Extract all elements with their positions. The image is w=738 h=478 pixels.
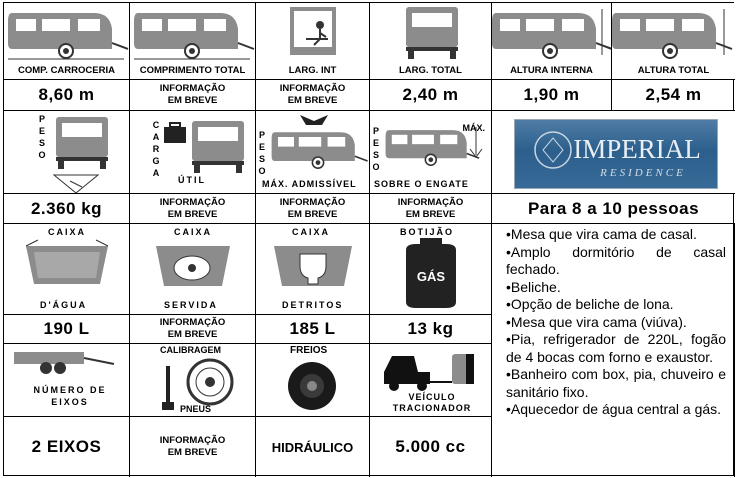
peso-engate-label: PESO [372,126,382,172]
veiculo-value: 5.000 cc [370,417,492,477]
botijao-cell [370,224,492,315]
feature-item: •Mesa que vira cama de casal. [506,226,697,242]
peso-max-cell [256,111,370,194]
feature-item: •Banheiro com box, pia, chuveiro e sanitário fixo. [506,366,726,400]
capacity-value: Para 8 a 10 pessoas [492,194,735,224]
tow-vehicle-icon [370,344,492,396]
brand-sub: RESIDENCE [600,167,686,179]
comprimento-total-cell [130,3,256,80]
freios-cell [256,344,370,417]
trailer-icon [612,3,735,65]
brake-icon [256,344,370,417]
scale-icon [4,111,130,194]
altura-interna-value: 1,90 m [492,80,612,111]
peso-engate-cell [370,111,492,194]
caixa-agua-cell [4,224,130,315]
calibragem-cell [130,344,256,417]
caixa-label: CAIXA [48,227,87,237]
altura-interna-label: ALTURA INTERNA [510,65,593,76]
freios-label: FREIOS [290,345,328,356]
feature-item: •Amplo dormitório de casal fechado. [506,243,726,277]
eixos-cell [4,344,130,417]
servida-label: SERVIDA [164,300,218,310]
feature-item: •Beliche. [506,278,561,295]
caixa-servida-value: INFORMAÇÃO EM BREVE [130,315,256,344]
altura-total-value: 2,54 m [612,80,735,111]
detritos-label: DETRITOS [282,300,344,310]
peso-value: 2.360 kg [4,194,130,224]
larg-int-cell [256,3,370,80]
gas-label: GÁS [416,269,446,284]
trailer-icon [4,3,130,65]
larg-total-label: LARG. TOTAL [399,65,462,76]
larg-int-label: LARG. INT [288,65,337,76]
peso-label: PESO [38,114,48,160]
trailer-icon [492,3,612,65]
carga-label: CARGA [152,120,162,178]
feature-item: •Mesa que vira cama (viúva). [506,313,687,330]
caixa-detritos-cell [256,224,370,315]
comp-carroceria-cell [4,3,130,80]
feature-item: •Aquecedor de água central a gás. [506,401,722,417]
util-label: ÚTIL [178,175,206,185]
veiculo-label: VEÍCULO TRACIONADOR [392,392,472,413]
comp-carroceria-value: 8,60 m [4,80,130,111]
peso-max-label: PESO [258,130,268,176]
trailer-icon [256,111,370,181]
eixos-value: 2 EIXOS [4,417,130,477]
max-admissivel-label: MÁX. ADMISSÍVEL [262,179,357,189]
peso-cell [4,111,130,194]
veiculo-cell [370,344,492,417]
freios-value: HIDRÁULICO [256,417,370,477]
comprimento-total-value: INFORMAÇÃO EM BREVE [130,80,256,111]
calibragem-value: INFORMAÇÃO EM BREVE [130,417,256,477]
larg-total-value: 2,40 m [370,80,492,111]
trailer-icon [370,3,492,65]
larg-int-value: INFORMAÇÃO EM BREVE [256,80,370,111]
eixos-label: NÚMERO DE EIXOS [33,385,107,407]
dagua-label: D'ÁGUA [40,300,88,310]
altura-total-label: ALTURA TOTAL [637,65,710,76]
feature-item: •Pia, refrigerador de 220L, fogão de 4 bocas com forno e exaustor. [506,331,726,365]
brand-name: IMPERIAL [573,134,701,164]
caixa-label: CAIXA [174,227,213,237]
axle-icon [4,344,130,384]
trailer-icon [130,3,256,65]
caixa-servida-cell [130,224,256,315]
altura-total-cell [612,3,735,80]
features-list [494,224,735,477]
sobre-engate-label: SOBRE O ENGATE [374,179,469,189]
caixa-detritos-value: 185 L [256,315,370,344]
pneus-label: PNEUS [180,404,212,414]
feature-item: •Opção de beliche de lona. [506,296,674,312]
carga-util-cell [130,111,256,194]
caixa-label: CAIXA [292,227,331,237]
comprimento-total-label: COMPRIMENTO TOTAL [139,65,246,76]
botijao-value: 13 kg [370,315,492,344]
max-label: MÁX. [462,123,485,133]
gas-cylinder-icon [370,224,492,315]
larg-total-cell [370,3,492,80]
trailer-interior-icon [256,3,370,65]
botijao-label: BOTIJÃO [400,227,455,237]
trailer-icon [370,111,492,181]
calibragem-label: CALIBRAGEM [160,345,221,355]
comp-carroceria-label: COMP. CARROCERIA [18,65,115,76]
altura-interna-cell [492,3,612,80]
spec-sheet [3,2,734,476]
peso-max-value: INFORMAÇÃO EM BREVE [256,194,370,224]
imperial-logo [514,119,718,189]
peso-engate-value: INFORMAÇÃO EM BREVE [370,194,492,224]
caixa-agua-value: 190 L [4,315,130,344]
brand-cell [492,111,735,194]
carga-util-value: INFORMAÇÃO EM BREVE [130,194,256,224]
